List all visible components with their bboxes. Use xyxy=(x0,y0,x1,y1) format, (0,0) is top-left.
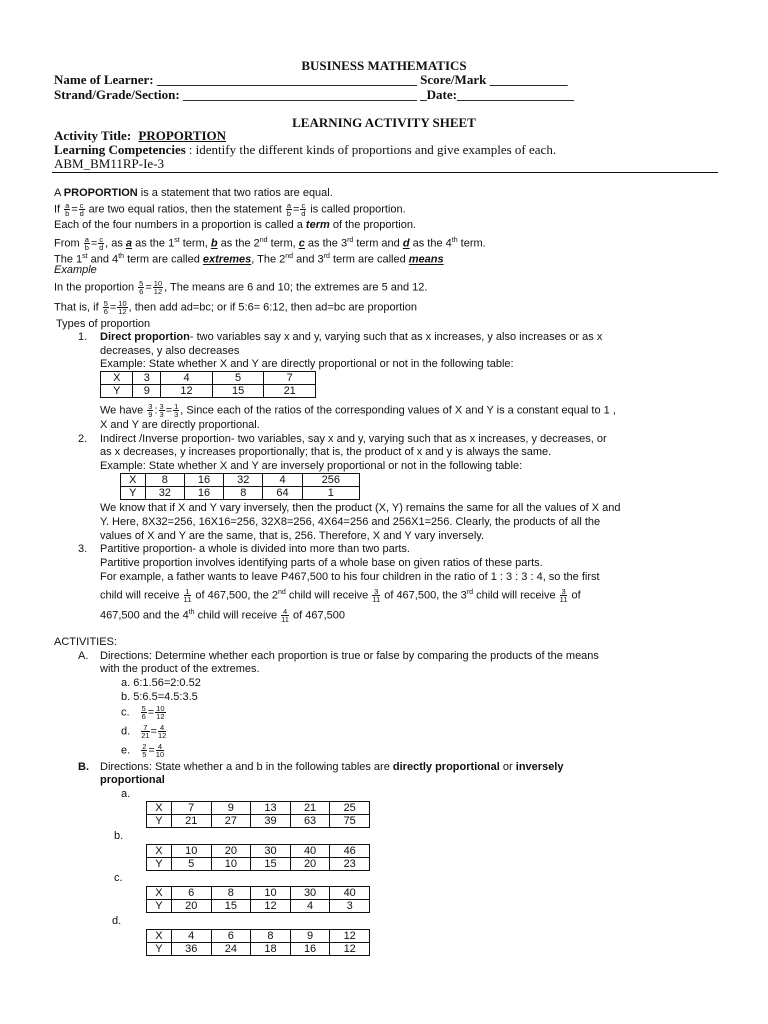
table-row xyxy=(147,815,370,828)
table-cell: 12 xyxy=(161,385,213,398)
activity-b-letter: B. xyxy=(78,761,89,773)
inverse-num: 2. xyxy=(78,433,88,445)
table-label-d: d. xyxy=(112,915,122,927)
table-cell: 24 xyxy=(211,943,251,956)
table-cell: 9 xyxy=(211,802,251,815)
table-cell: Y xyxy=(147,943,172,956)
extremes-term: extremes xyxy=(202,253,252,266)
table-cell: 6 xyxy=(171,887,211,900)
fraction-1-11: $\frac{1}{11}$ xyxy=(183,587,192,605)
table-label-c: c. xyxy=(114,872,123,884)
fraction-a-b: $\frac{a}{b}$ xyxy=(65,201,70,218)
text: If xyxy=(54,203,64,216)
inverse-proportion-table xyxy=(120,473,360,500)
fraction-5-6: $\frac{5}{6}$ xyxy=(141,704,146,721)
fraction-7-21: $\frac{7}{21}$ xyxy=(141,723,150,740)
term-word: term xyxy=(305,219,330,231)
table-cell: 7 xyxy=(264,372,316,385)
table-row xyxy=(121,474,360,487)
fraction-3-11: $\frac{3}{11}$ xyxy=(559,587,568,605)
table-cell: X xyxy=(101,372,133,385)
table-cell: 18 xyxy=(251,943,291,956)
table-cell: 46 xyxy=(330,845,370,858)
table-cell: X xyxy=(147,887,172,900)
text: of the proportion. xyxy=(329,219,416,231)
example-label: Example xyxy=(54,264,97,276)
types-heading: Types of proportion xyxy=(56,318,151,330)
fraction-10-12: $\frac{10}{12}$ xyxy=(153,279,163,296)
table-cell: 15 xyxy=(251,858,291,871)
table-cell: 9 xyxy=(290,930,330,943)
fraction-3-3: $\frac{3}{3}$ xyxy=(159,402,164,419)
table-cell: 6 xyxy=(211,930,251,943)
table-cell: 256 xyxy=(302,474,359,487)
fraction-10-12: $\frac{10}{12}$ xyxy=(118,299,127,316)
table-cell: 8 xyxy=(145,474,184,487)
table-row xyxy=(147,858,370,871)
table-cell: 12 xyxy=(330,943,370,956)
partitive-num: 3. xyxy=(78,543,88,555)
table-cell: 16 xyxy=(184,487,223,500)
direct-num: 1. xyxy=(78,331,88,343)
partitive-line-3: For example, a father wants to leave P467,500 to his four children in the ratio of 1 : 3 : 3 : 4, so the first xyxy=(100,571,600,583)
partitive-line-1: Partitive proportion- a whole is divided into more than two parts. xyxy=(100,543,410,555)
table-cell: X xyxy=(147,930,172,943)
table-cell: X xyxy=(147,802,172,815)
table-cell: 3 xyxy=(330,900,370,913)
activity-a-directions-2: with the product of the extremes. xyxy=(100,663,260,675)
table-cell: 4 xyxy=(161,372,213,385)
table-cell: 40 xyxy=(290,845,330,858)
name-of-learner-line: Name of Learner: ________________________________________ Score/Mark ____________ xyxy=(54,72,568,87)
table-cell: 10 xyxy=(171,845,211,858)
intro-line-6: In the proportion $\frac{5}{6}$ = $\frac{10}{12}$ , The means are 6 and 10; the extremes are 5 and 12. xyxy=(54,279,428,296)
table-cell: 15 xyxy=(212,385,264,398)
table-row xyxy=(101,372,316,385)
strand-grade-section-line: Strand/Grade/Section: ____________________________________ _Date:__________________ xyxy=(54,87,574,102)
proportion-term: PROPORTION xyxy=(63,187,138,199)
table-row xyxy=(121,487,360,500)
table-cell: 30 xyxy=(290,887,330,900)
table-row xyxy=(147,802,370,815)
direct-conclusion: X and Y are directly proportional. xyxy=(100,419,260,431)
fraction-4-10: $\frac{4}{10}$ xyxy=(155,742,165,759)
table-cell: 25 xyxy=(330,802,370,815)
table-cell: 27 xyxy=(211,815,251,828)
intro-line-4: From $\frac{a}{b}$ = $\frac{c}{d}$ , as a as the 1st term, b as the 2nd term, c as the 3rd term and d as the 4th term. xyxy=(54,235,486,253)
table-row xyxy=(147,845,370,858)
intro-line-1 xyxy=(54,187,333,200)
fraction-a-b: $\frac{a}{b}$ xyxy=(84,235,89,253)
activity-a-item-a: a. 6:1.56=2:0.52 xyxy=(121,677,201,689)
table-cell: 20 xyxy=(211,845,251,858)
table-cell: 36 xyxy=(171,943,211,956)
table-cell: 4 xyxy=(171,930,211,943)
table-cell: Y xyxy=(147,900,172,913)
inverse-p1: We know that if X and Y vary inversely, then the product (X, Y) remains the same for all the values of X and xyxy=(100,502,621,514)
table-cell: 5 xyxy=(171,858,211,871)
direct-proportion-table xyxy=(100,371,316,398)
direct-line-have: We have $\frac{3}{9}$ : $\frac{3}{3}$ = $\frac{1}{3}$ , Since each of the ratios of the corresponding values of X and Y is a constant equal to 1 , xyxy=(100,402,616,419)
activity-a-letter: A. xyxy=(78,650,89,662)
table-cell: 32 xyxy=(145,487,184,500)
table-cell: 12 xyxy=(330,930,370,943)
partitive-line-4: child will receive $\frac{1}{11}$ of 467,500, the 2nd child will receive $\frac{3}{11}$ of 467,500, the 3rd child will receive $\frac{3}{11}$ of xyxy=(100,587,581,605)
fraction-3-9: $\frac{3}{9}$ xyxy=(148,402,153,419)
table-cell: 8 xyxy=(224,487,263,500)
direct-proportion-term: Direct proportion xyxy=(100,331,190,343)
activity-a-item-b: b. 5:6.5=4.5:3.5 xyxy=(121,691,198,703)
table-cell: Y xyxy=(147,858,172,871)
direct-line-1: Direct proportion- two variables say x and y, varying such that as x increases, y also increases or as x xyxy=(100,331,603,343)
table-cell: 20 xyxy=(171,900,211,913)
fraction-5-6: $\frac{5}{6}$ xyxy=(103,299,108,316)
activity-b-directions-2: proportional xyxy=(100,774,165,786)
header-divider xyxy=(52,172,718,173)
fraction-5-6: $\frac{5}{6}$ xyxy=(139,279,144,296)
activity-a-directions-1: Directions: Determine whether each proportion is true or false by comparing the products of the means xyxy=(100,650,599,662)
competency-label: Learning Competencies xyxy=(54,142,186,157)
table-cell: 32 xyxy=(224,474,263,487)
table-cell: 1 xyxy=(302,487,359,500)
table-cell: 4 xyxy=(263,474,302,487)
table-cell: 23 xyxy=(330,858,370,871)
table-cell: 75 xyxy=(330,815,370,828)
table-cell: 16 xyxy=(290,943,330,956)
inverse-p2: Y. Here, 8X32=256, 16X16=256, 32X8=256, 4X64=256 and 256X1=256. Clearly, the products of all the xyxy=(100,516,601,528)
table-cell: Y xyxy=(147,815,172,828)
activity-title-value: PROPORTION xyxy=(138,128,227,143)
table-row xyxy=(147,930,370,943)
table-cell: 16 xyxy=(184,474,223,487)
partitive-line-2: Partitive proportion involves identifying parts of a whole base on given ratios of these parts. xyxy=(100,557,543,569)
intro-line-7: That is, if $\frac{5}{6}$ = $\frac{10}{12}$ , then add ad=bc; or if 5:6= 6:12, then ad=bc are proportion xyxy=(54,299,417,316)
table-cell: 7 xyxy=(171,802,211,815)
activity-title-label: Activity Title: xyxy=(54,128,132,143)
activity-b-directions: Directions: State whether a and b in the following tables are directly proportional or inversely xyxy=(100,761,564,773)
fraction-c-d: $\frac{c}{d}$ xyxy=(79,201,84,218)
activity-table-d xyxy=(146,929,370,956)
activity-a-item-d: d. $\frac{7}{21}$ = $\frac{4}{12}$ xyxy=(121,723,167,740)
table-cell: 4 xyxy=(290,900,330,913)
fraction-c-d: $\frac{c}{d}$ xyxy=(301,201,306,218)
competency-text: : identify the different kinds of proportions and give examples of each. xyxy=(188,142,557,157)
inverse-p3: values of X and Y are the same, that is, 256. Therefore, X and Y vary inversely. xyxy=(100,530,485,542)
inverse-line-1: Indirect /Inverse proportion- two variables, say x and y, varying such that as x increases, y decreases, or xyxy=(100,433,607,445)
table-cell: 9 xyxy=(133,385,161,398)
text: is called proportion. xyxy=(307,203,406,216)
table-cell: X xyxy=(147,845,172,858)
fraction-10-12: $\frac{10}{12}$ xyxy=(156,704,165,721)
table-cell: 10 xyxy=(251,887,291,900)
table-cell: Y xyxy=(121,487,146,500)
table-cell: 21 xyxy=(264,385,316,398)
fraction-a-b: $\frac{a}{b}$ xyxy=(286,201,292,218)
text: are two equal ratios, then the statement xyxy=(85,203,285,216)
table-label-b: b. xyxy=(114,830,124,842)
direct-example: Example: State whether X and Y are directly proportional or not in the following table: xyxy=(100,358,514,370)
text: A xyxy=(54,187,64,199)
table-cell: 20 xyxy=(290,858,330,871)
table-row xyxy=(147,943,370,956)
table-cell: 63 xyxy=(290,815,330,828)
inverse-line-2: as x decreases, y increases proportionally; that is, the product of x and y is always the same. xyxy=(100,446,552,458)
partitive-line-5: 467,500 and the 4th child will receive $\frac{4}{11}$ of 467,500 xyxy=(100,607,345,625)
table-cell: 21 xyxy=(171,815,211,828)
intro-line-2: If $\frac{a}{b}$ = $\frac{c}{d}$ are two equal ratios, then the statement $\frac{a}{b}$ = $\frac{c}{d}$ is called proportion. xyxy=(54,201,406,218)
table-row xyxy=(147,887,370,900)
table-cell: 15 xyxy=(211,900,251,913)
activity-table-a xyxy=(146,801,370,828)
activity-a-item-c: c. $\frac{5}{6}$ = $\frac{10}{12}$ xyxy=(121,704,165,721)
table-cell: 39 xyxy=(251,815,291,828)
table-cell: 21 xyxy=(290,802,330,815)
activity-table-c xyxy=(146,886,370,913)
intro-line-5: The 1st and 4th term are called extremes, The 2nd and 3rd term are called means xyxy=(54,253,444,266)
activity-table-b xyxy=(146,844,370,871)
fraction-2-5: $\frac{2}{5}$ xyxy=(142,742,147,759)
table-row xyxy=(101,385,316,398)
fraction-c-d: $\frac{c}{d}$ xyxy=(99,235,104,253)
table-cell: 12 xyxy=(251,900,291,913)
inverse-example: Example: State whether X and Y are inversely proportional or not in the following table: xyxy=(100,460,523,472)
document-title: BUSINESS MATHEMATICS xyxy=(301,58,467,73)
table-cell: X xyxy=(121,474,146,487)
fraction-1-3: $\frac{1}{3}$ xyxy=(174,402,179,419)
intro-line-3 xyxy=(54,219,416,232)
means-term: means xyxy=(408,253,444,266)
table-cell: 8 xyxy=(211,887,251,900)
table-cell: 13 xyxy=(251,802,291,815)
table-label-a: a. xyxy=(121,788,131,800)
direct-line-2: decreases, y also decreases xyxy=(100,345,240,357)
table-cell: 3 xyxy=(133,372,161,385)
table-cell: 64 xyxy=(263,487,302,500)
table-cell: Y xyxy=(101,385,133,398)
table-cell: 8 xyxy=(251,930,291,943)
table-cell: 40 xyxy=(330,887,370,900)
activities-heading: ACTIVITIES: xyxy=(54,636,117,648)
text: is a statement that two ratios are equal. xyxy=(137,187,333,199)
activity-a-item-e: e. $\frac{2}{5}$ = $\frac{4}{10}$ xyxy=(121,742,165,759)
fraction-4-11: $\frac{4}{11}$ xyxy=(281,607,289,625)
sheet-title: LEARNING ACTIVITY SHEET xyxy=(292,115,476,130)
table-cell: 10 xyxy=(211,858,251,871)
text: Each of the four numbers in a proportion is called a xyxy=(54,219,306,231)
table-cell: 30 xyxy=(251,845,291,858)
table-cell: 5 xyxy=(212,372,264,385)
fraction-4-12: $\frac{4}{12}$ xyxy=(157,723,167,740)
competency-code: ABM_BM11RP-Ie-3 xyxy=(54,156,165,171)
table-row xyxy=(147,900,370,913)
fraction-3-11: $\frac{3}{11}$ xyxy=(372,587,381,605)
